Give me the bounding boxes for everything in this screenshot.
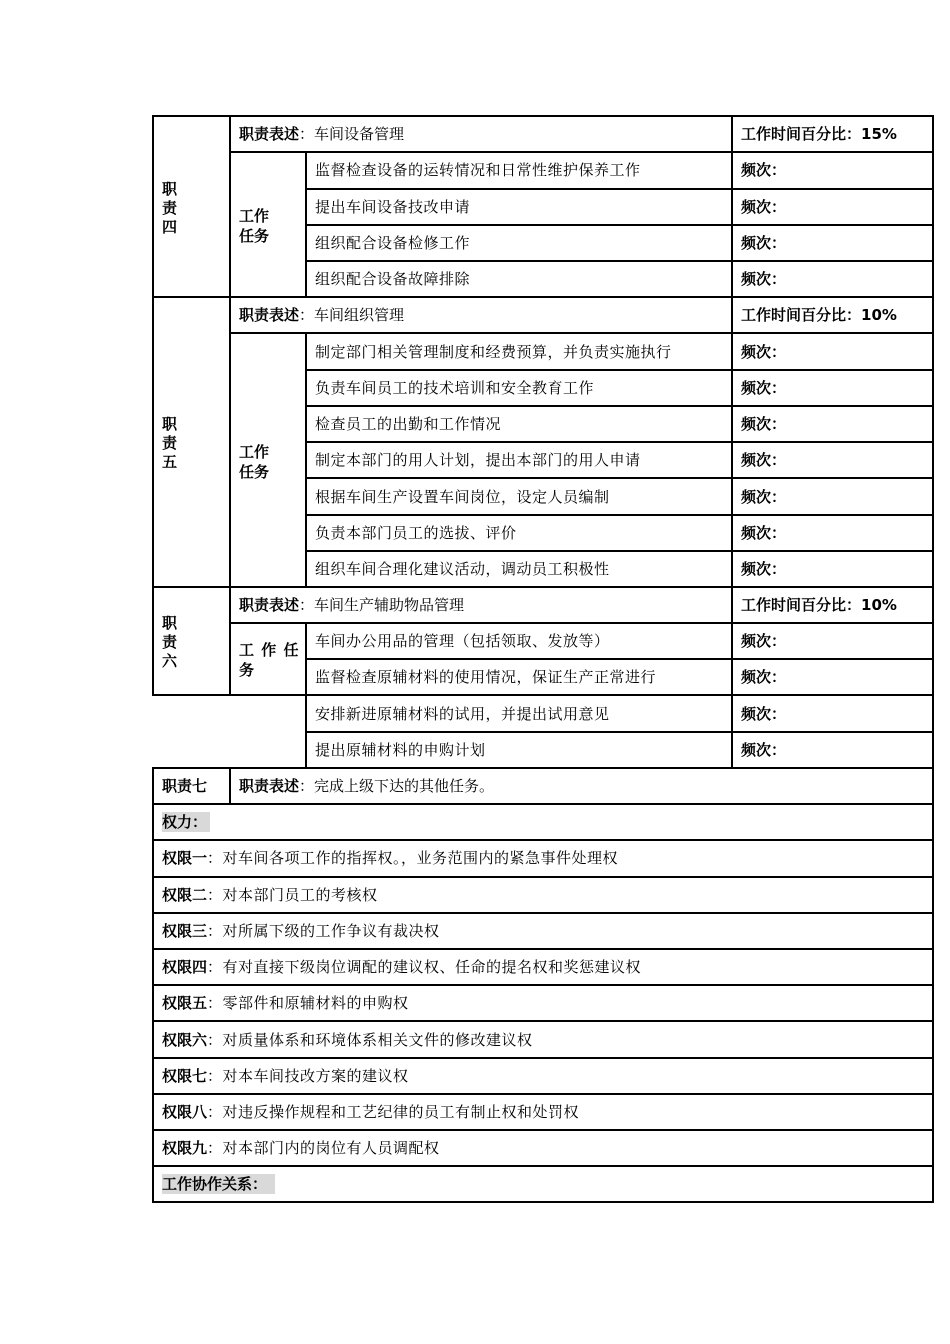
duty4-task-text: 提出车间设备技改申请	[315, 198, 471, 216]
duty4-percent-value: 15%	[861, 125, 897, 143]
authority-item-text: ：有对直接下级岗位调配的建议权、任命的提名权和奖惩建议权	[207, 958, 642, 976]
duty4-task-text: 组织配合设备故障排除	[315, 270, 471, 288]
authority-item	[162, 1030, 533, 1050]
duty5-task-freq: 频次：	[741, 560, 787, 578]
col-line	[305, 332, 307, 587]
duty7-statement-text: ：完成上级下达的其他任务。	[299, 777, 495, 795]
duty5-task-text: 检查员工的出勤和工作情况	[315, 415, 502, 433]
duty5-tasks-label: 工作任务	[239, 443, 270, 481]
row-line	[152, 876, 934, 878]
duty6-label: 职责六	[162, 614, 178, 670]
authority-item	[162, 921, 440, 941]
authority-item-label: 权限六	[162, 1031, 208, 1049]
duty6-task-text: 安排新进原辅材料的试用，并提出试用意见	[315, 705, 610, 723]
authority-item	[162, 885, 378, 905]
authority-title: 权力：	[162, 812, 210, 832]
duty5-task-text: 负责本部门员工的选拔、评价	[315, 524, 517, 542]
row-line	[152, 948, 934, 950]
duty4-task-freq: 频次：	[741, 234, 787, 252]
duty4-percent	[741, 124, 897, 144]
cooperation-title: 工作协作关系：	[162, 1174, 275, 1194]
duty5-percent-label: 工作时间百分比：	[741, 306, 862, 324]
duty6-percent-value: 10%	[861, 596, 897, 614]
row-line	[305, 731, 934, 733]
duty5-label: 职责五	[162, 415, 178, 471]
duty6-tasks-label: 工 作 任 务	[239, 641, 300, 679]
duty5-task-freq: 频次：	[741, 415, 787, 433]
duty4-task-freq: 频次：	[741, 198, 787, 216]
duty5-task-text: 组织车间合理化建议活动，调动员工积极性	[315, 560, 610, 578]
duty5-task-text: 制定部门相关管理制度和经费预算，并负责实施执行	[315, 343, 672, 361]
duty7-statement	[239, 776, 494, 796]
col-line	[731, 115, 733, 768]
row-line	[305, 369, 934, 371]
col-line	[932, 115, 934, 1203]
duty4-tasks-label: 工作任务	[239, 207, 270, 245]
authority-item-text: ：对本部门内的岗位有人员调配权	[207, 1139, 440, 1157]
row-line	[152, 586, 934, 588]
row-line	[229, 622, 934, 624]
authority-item-label: 权限五	[162, 994, 208, 1012]
col-line	[305, 622, 307, 768]
duty5-task-freq: 频次：	[741, 379, 787, 397]
duty4-statement-text: ：车间设备管理	[299, 125, 405, 143]
authority-item-label: 权限七	[162, 1067, 208, 1085]
authority-item	[162, 993, 409, 1013]
row-line	[152, 839, 934, 841]
row-line	[305, 405, 934, 407]
authority-item-text: ：对违反操作规程和工艺纪律的员工有制止权和处罚权	[207, 1103, 580, 1121]
duty5-task-text: 根据车间生产设置车间岗位，设定人员编制	[315, 488, 610, 506]
authority-item-text: ：对本部门员工的考核权	[207, 886, 378, 904]
row-line	[305, 260, 934, 262]
row-line	[305, 188, 934, 190]
col-line	[229, 767, 231, 804]
authority-item-label: 权限四	[162, 958, 208, 976]
duty5-statement-text: ：车间组织管理	[299, 306, 405, 324]
row-line	[229, 151, 934, 153]
duty5-percent	[741, 305, 897, 325]
duty7-label: 职责七	[162, 777, 208, 795]
duty4-task-freq: 频次：	[741, 161, 787, 179]
duty4-task-text: 组织配合设备检修工作	[315, 234, 471, 252]
row-line	[152, 1093, 934, 1095]
row-line	[152, 803, 934, 805]
duty6-task-text: 监督检查原辅材料的使用情况，保证生产正常进行	[315, 668, 657, 686]
row-line	[305, 441, 934, 443]
row-line	[229, 332, 934, 334]
row-line	[305, 514, 934, 516]
duty4-task-text: 监督检查设备的运转情况和日常性维护保养工作	[315, 161, 641, 179]
duty6-statement-label: 职责表述	[239, 596, 300, 614]
authority-item	[162, 1102, 579, 1122]
duty5-statement-label: 职责表述	[239, 306, 300, 324]
duty5-task-freq: 频次：	[741, 524, 787, 542]
col-line	[229, 115, 231, 695]
row-line	[305, 658, 934, 660]
col-line	[152, 115, 154, 695]
duty6-task-freq: 频次：	[741, 668, 787, 686]
duty5-task-text: 制定本部门的用人计划，提出本部门的用人申请	[315, 451, 641, 469]
row-line	[152, 1129, 934, 1131]
duty4-statement-label: 职责表述	[239, 125, 300, 143]
duty5-task-text: 负责车间员工的技术培训和安全教育工作	[315, 379, 595, 397]
authority-item	[162, 1138, 440, 1158]
duty4-label: 职责四	[162, 180, 178, 236]
duty6-task-freq: 频次：	[741, 632, 787, 650]
row-line	[152, 296, 934, 298]
duty6-task-text: 车间办公用品的管理（包括领取、发放等）	[315, 632, 610, 650]
duty5-task-freq: 频次：	[741, 343, 787, 361]
row-line	[152, 1057, 934, 1059]
duty6-percent-label: 工作时间百分比：	[741, 596, 862, 614]
row-line	[152, 694, 934, 696]
row-line	[152, 912, 934, 914]
row-line	[152, 1020, 934, 1022]
authority-item-text: ：对质量体系和环境体系相关文件的修改建议权	[207, 1031, 533, 1049]
col-line	[305, 151, 307, 297]
authority-item	[162, 1066, 409, 1086]
authority-item-text: ：对本车间技改方案的建议权	[207, 1067, 409, 1085]
authority-item-label: 权限二	[162, 886, 208, 904]
authority-item-label: 权限八	[162, 1103, 208, 1121]
row-line	[305, 224, 934, 226]
authority-item	[162, 957, 641, 977]
authority-item-label: 权限九	[162, 1139, 208, 1157]
row-line	[152, 984, 934, 986]
authority-item-text: ：对车间各项工作的指挥权。，业务范围内的紧急事件处理权	[207, 849, 619, 867]
row-line	[152, 1165, 934, 1167]
table-border-bottom	[152, 1201, 934, 1203]
duty4-percent-label: 工作时间百分比：	[741, 125, 862, 143]
col-line	[152, 767, 154, 1203]
duty7-statement-label: 职责表述	[239, 777, 300, 795]
row-line	[152, 767, 934, 769]
duty6-task-text: 提出原辅材料的申购计划	[315, 741, 486, 759]
table-border-top	[152, 115, 934, 117]
duty6-percent	[741, 595, 897, 615]
duty5-statement	[239, 305, 404, 325]
authority-item	[162, 848, 618, 868]
duty4-task-freq: 频次：	[741, 270, 787, 288]
authority-item-label: 权限三	[162, 922, 208, 940]
duty5-task-freq: 频次：	[741, 488, 787, 506]
row-line	[305, 477, 934, 479]
authority-item-text: ：零部件和原辅材料的申购权	[207, 994, 409, 1012]
duty4-statement	[239, 124, 404, 144]
duty6-task-freq: 频次：	[741, 741, 787, 759]
duty6-statement	[239, 595, 464, 615]
duty6-statement-text: ：车间生产辅助物品管理	[299, 596, 465, 614]
duty5-task-freq: 频次：	[741, 451, 787, 469]
authority-item-text: ：对所属下级的工作争议有裁决权	[207, 922, 440, 940]
row-line	[305, 550, 934, 552]
duty5-percent-value: 10%	[861, 306, 897, 324]
authority-item-label: 权限一	[162, 849, 208, 867]
duty6-task-freq: 频次：	[741, 705, 787, 723]
